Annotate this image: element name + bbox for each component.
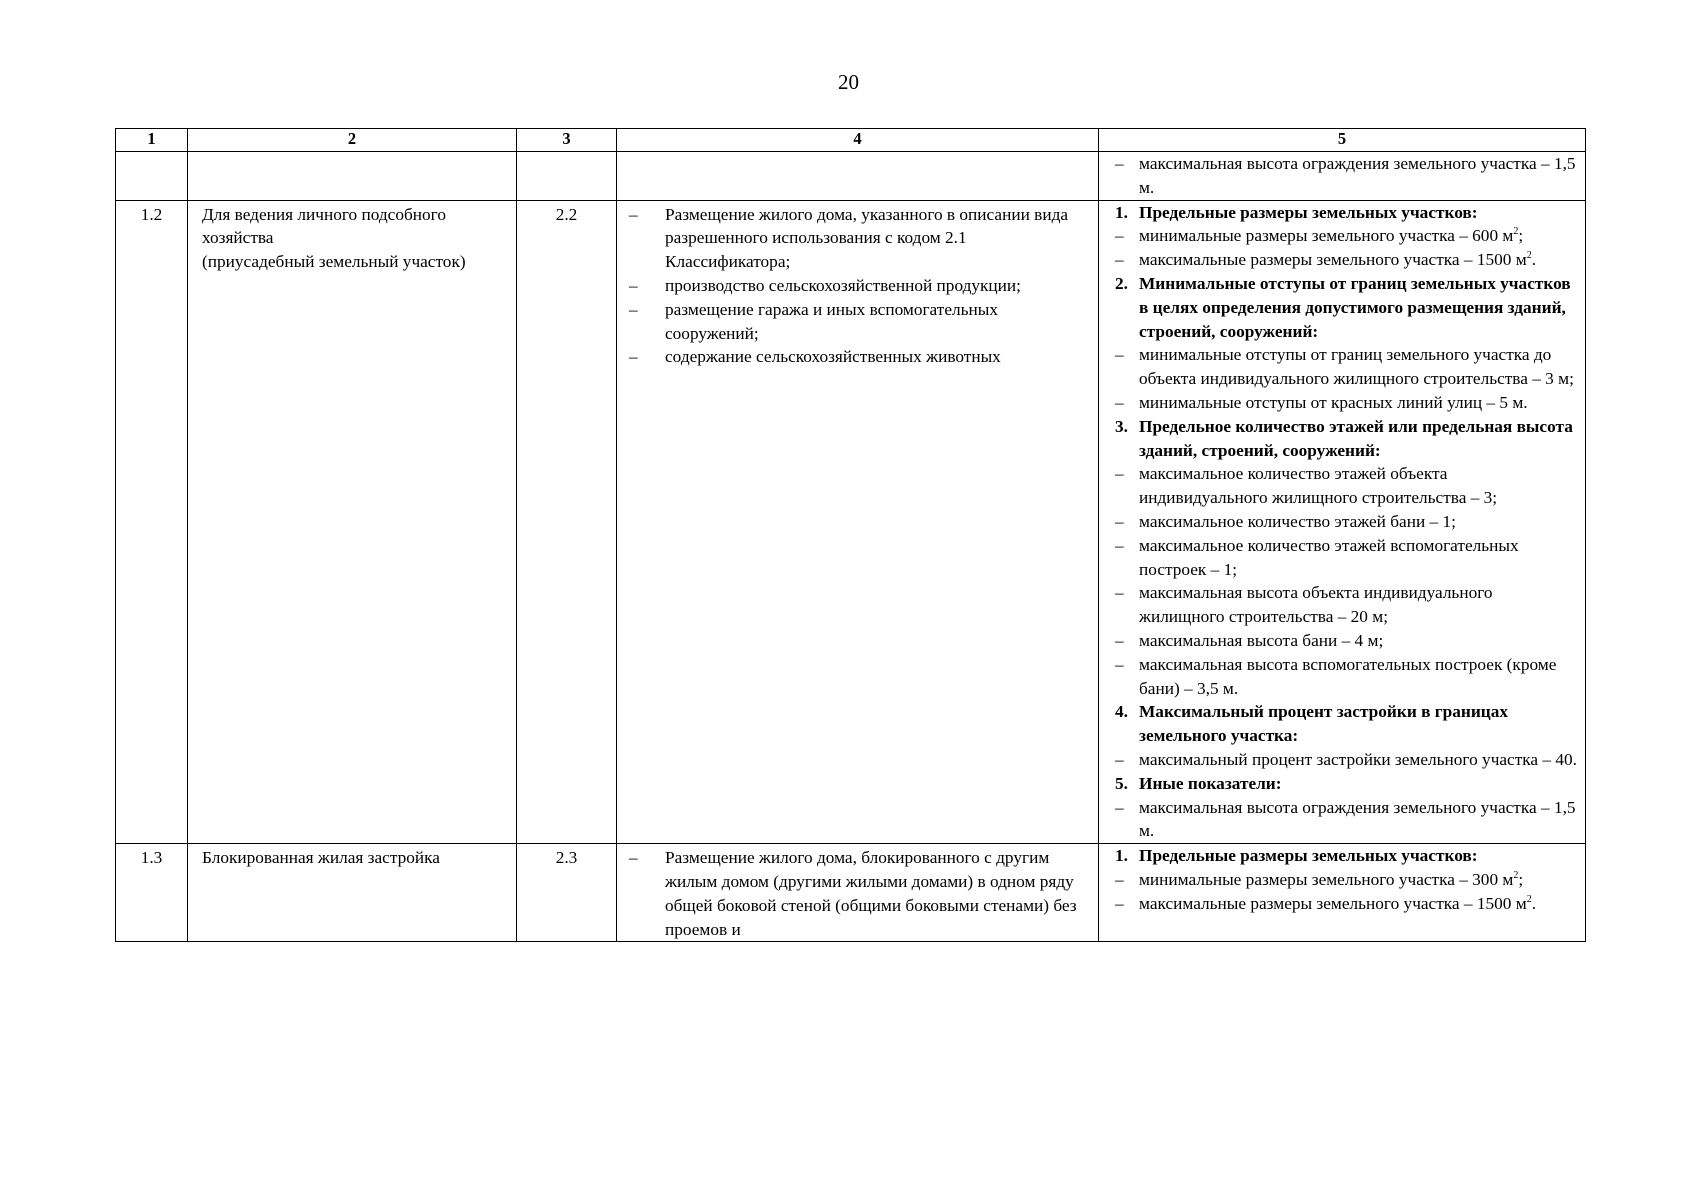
description-cell [617,200,1099,844]
description-item: – содержание сельскохозяйственных животных [629,345,1088,369]
parameter-item-text: максимальные размеры земельного участка – 1500 м [1139,250,1527,270]
parameter-item-text: максимальная высота бани – 4 м; [1139,630,1384,650]
zoning-regulations-table [115,128,1586,942]
use-type-name-cell [188,844,517,942]
description-item: – размещение гаража и иных вспомогательных сооружений; [629,298,1088,346]
parameters-cell [1099,200,1586,844]
description-item: – Размещение жилого дома, блокированного с другим жилым домом (другими жилыми домами) в одном ряду общей боковой стеной (общими боковыми стенами) без проемов и [629,846,1088,941]
parameter-heading [1115,272,1579,343]
description-cell [617,152,1099,201]
parameter-item [1115,748,1579,772]
parameters-cell [1099,152,1586,201]
table-row [116,844,1586,942]
description-item: – производство сельскохозяйственной продукции; [629,274,1088,298]
parameter-item [1115,868,1579,892]
parameters-cell [1099,844,1586,942]
description-cell [617,844,1099,942]
parameter-heading [1115,844,1579,868]
classifier-code-cell [517,152,617,201]
parameter-heading-number: 2. [1115,273,1128,293]
parameter-heading-number: 1. [1115,846,1128,866]
parameter-heading-text: Максимальный процент застройки в границах земельного участка: [1139,702,1509,746]
classifier-code-cell: 2.2 [517,200,617,844]
column-header: 1 [116,129,188,152]
parameter-heading-number: 4. [1115,702,1128,722]
parameter-heading-number: 3. [1115,416,1128,436]
use-type-name-line: Блокированная жилая застройка [202,848,440,868]
parameter-heading-number: 1. [1115,202,1128,222]
parameter-item [1115,796,1579,844]
parameter-item-text: максимальные размеры земельного участка – 1500 м [1139,893,1527,913]
row-number-cell: 1.2 [116,200,188,844]
parameter-item [1115,224,1579,248]
page-number: 20 [838,70,859,94]
parameter-heading-text: Предельные размеры земельных участков: [1139,202,1478,222]
parameter-item-punctuation: . [1531,250,1537,270]
parameter-item [1115,534,1579,582]
parameter-item-text: максимальный процент застройки земельного участка – 40. [1139,749,1577,769]
column-header: 5 [1099,129,1586,152]
parameter-heading-number: 5. [1115,773,1128,793]
parameter-item [1115,510,1579,534]
parameter-item-text: минимальные отступы от границ земельного участка до объекта индивидуального жилищного строительства – 3 м; [1139,345,1574,389]
parameter-heading-text: Иные показатели: [1139,773,1282,793]
table-row [116,200,1586,844]
parameter-heading [1115,772,1579,796]
description-list [629,846,1088,941]
use-type-name-line: (приусадебный земельный участок) [202,252,466,272]
parameter-item-punctuation: ; [1518,869,1524,889]
parameter-item-text: максимальная высота ограждения земельного участка – 1,5 м. [1139,797,1576,841]
unit-exponent: 2 [1526,893,1532,905]
use-type-name-line: Для ведения личного подсобного хозяйства [202,204,446,248]
row-number-cell [116,152,188,201]
parameter-heading [1115,700,1579,748]
use-type-name-cell [188,152,517,201]
parameter-item [1115,653,1579,701]
parameter-item-text: максимальное количество этажей бани – 1; [1139,511,1456,531]
parameter-item [1115,343,1579,391]
column-header: 2 [188,129,517,152]
description-list [629,203,1088,370]
parameter-item-text: максимальная высота ограждения земельного участка – 1,5 м. [1139,154,1576,197]
use-type-name-cell [188,200,517,844]
column-header: 4 [617,129,1099,152]
parameter-item [1115,892,1579,916]
table-row [116,152,1586,201]
parameter-heading-text: Предельное количество этажей или предельная высота зданий, строений, сооружений: [1139,416,1573,460]
parameter-item-text: минимальные отступы от красных линий улиц – 5 м. [1139,392,1528,412]
parameter-heading-text: Предельные размеры земельных участков: [1139,846,1478,866]
parameter-item [1115,462,1579,510]
parameter-item-punctuation: . [1531,893,1537,913]
classifier-code-cell: 2.3 [517,844,617,942]
parameter-item-text: минимальные размеры земельного участка – 600 м [1139,226,1514,246]
parameter-item-text: максимальная высота объекта индивидуального жилищного строительства – 20 м; [1139,583,1493,627]
parameter-heading [1115,415,1579,463]
description-item: – Размещение жилого дома, указанного в описании вида разрешенного использования с кодом 2.1 Классификатора; [629,203,1088,274]
row-number-cell: 1.3 [116,844,188,942]
unit-exponent: 2 [1513,226,1519,238]
unit-exponent: 2 [1526,250,1532,262]
parameter-item-text: минимальные размеры земельного участка – 300 м [1139,869,1514,889]
parameter-item-text: максимальное количество этажей объекта индивидуального жилищного строительства – 3; [1139,464,1498,508]
unit-exponent: 2 [1513,870,1519,882]
parameter-item [1115,248,1579,272]
parameter-item-punctuation: ; [1518,226,1524,246]
table-header-row [116,129,1586,152]
parameter-item [1115,391,1579,415]
parameter-item-text: максимальное количество этажей вспомогательных построек – 1; [1139,535,1519,579]
parameter-item [1115,152,1579,200]
parameter-item-text: максимальная высота вспомогательных построек (кроме бани) – 3,5 м. [1139,654,1557,698]
parameter-item [1115,581,1579,629]
parameter-heading [1115,201,1579,225]
parameter-heading-text: Минимальные отступы от границ земельных участков в целях определения допустимого размещения зданий, строений, сооружений: [1139,273,1571,341]
column-header: 3 [517,129,617,152]
parameter-item [1115,629,1579,653]
